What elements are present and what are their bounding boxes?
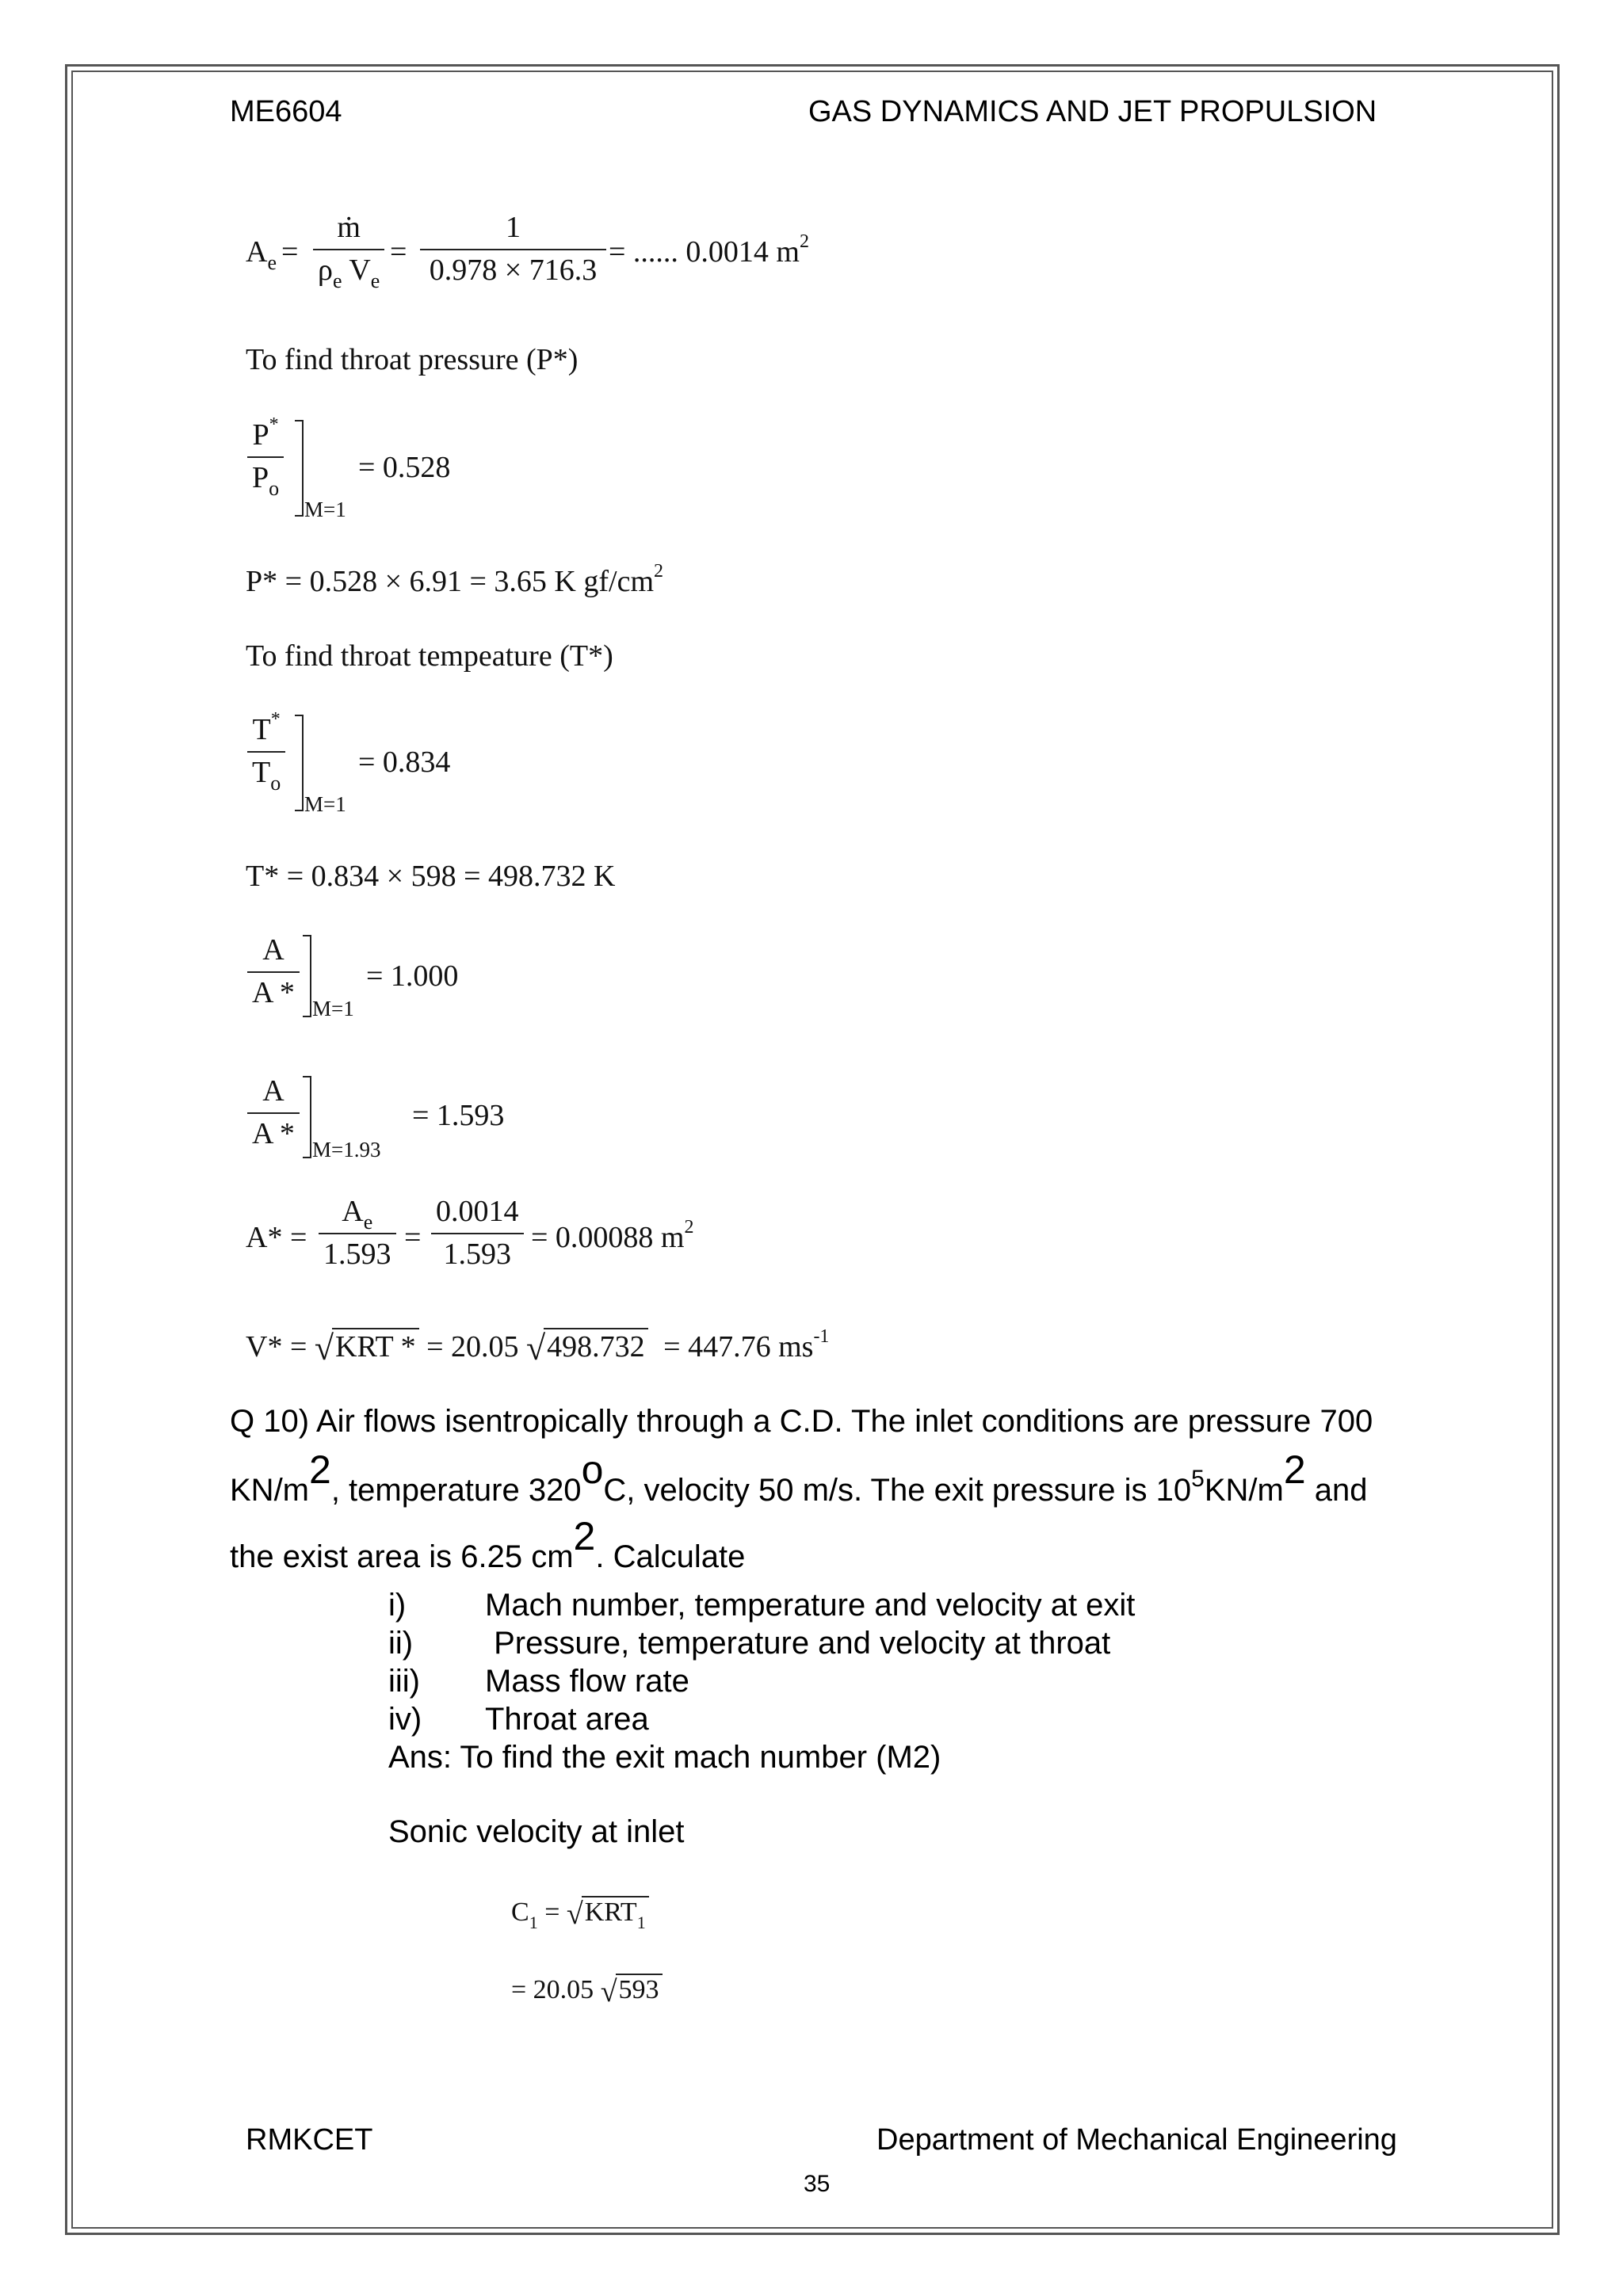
eq-astar-lhs: A* =	[246, 1221, 307, 1254]
eq-aa2-rhs: = 1.593	[412, 1099, 505, 1132]
eq-astar-frac2: 0.0014 1.593	[431, 1196, 524, 1271]
eq-tstar: T* = 0.834 × 598 = 498.732 K	[246, 860, 616, 893]
eq-vstar: V* = √KRT * = 20.05 √498.732 = 447.76 $ms^{-1}$	[246, 1326, 830, 1367]
footer-department: Department of Mechanical Engineering	[876, 2123, 1397, 2157]
list-item-3-text: Mass flow rate	[485, 1664, 689, 1699]
eq-pstar: P* = 0.528 × 6.91 = 3.65 K $gf/cm^2$	[246, 561, 664, 598]
eq-ae-lhs: $A_e$ =	[246, 235, 299, 274]
question-line-3: the exist area is 6.25 cm2. Calculate	[230, 1514, 746, 1574]
eq-pp0-frac: P* $P_o$	[247, 420, 284, 494]
eq-aa2-frac: A A *	[247, 1076, 300, 1150]
question-line-2: KN/m2, temperature 320oC, velocity 50 m/s. The exit pressure is $10^5KN/m2$ and	[230, 1447, 1368, 1508]
eq-ae-rhs: = ...... 0.0014 $m^2$	[609, 231, 809, 269]
list-item-1-text: Mach number, temperature and velocity at exit	[485, 1588, 1136, 1623]
page-number: 35	[804, 2171, 831, 2197]
eq-pp0-bracket	[295, 420, 304, 517]
eq-astar-eq: =	[404, 1221, 422, 1254]
eq-aa1-bracket	[303, 935, 311, 1017]
list-item-4-text: Throat area	[485, 1702, 649, 1737]
eq-ae-frac2: 1 0.978 × 716.3	[420, 212, 606, 287]
eq-tt0-cond: M=1	[304, 792, 346, 816]
eq-tt0-frac: T* $T_o$	[247, 715, 285, 789]
header-course-code: ME6604	[230, 95, 342, 128]
eq-aa1-cond: M=1	[312, 997, 354, 1020]
list-item-4-num: iv)	[388, 1702, 422, 1737]
eq-astar-frac1: $A_e$ 1.593	[319, 1196, 396, 1271]
eq-aa1-frac: A A *	[247, 935, 300, 1009]
sonic-velocity-heading: Sonic velocity at inlet	[388, 1814, 685, 1849]
list-item-3-num: iii)	[388, 1664, 420, 1699]
list-item-1-num: i)	[388, 1588, 407, 1623]
eq-aa2-cond: M=1.93	[312, 1138, 381, 1161]
question-line-1: Q 10) Air flows isentropically through a C.D. The inlet conditions are pressure 700	[230, 1404, 1373, 1439]
eq-c1: $C_1 = √KRT_1$	[511, 1894, 649, 1928]
answer-line: Ans: To find the exit mach number (M2)	[388, 1740, 941, 1775]
eq-tt0-bracket	[295, 715, 304, 811]
eq-vstar-radicand-2: 498.732	[544, 1328, 648, 1364]
eq-aa1-rhs: = 1.000	[366, 959, 459, 993]
eq-c1-value: = 20.05 √593	[511, 1971, 663, 2006]
eq-tt0-rhs: = 0.834	[358, 746, 451, 779]
eq-ae-eq2: =	[390, 235, 407, 269]
eq-pp0-cond: M=1	[304, 498, 346, 521]
throat-pressure-heading: To find throat pressure (P*)	[246, 343, 579, 376]
header-course-title: GAS DYNAMICS AND JET PROPULSION	[808, 95, 1377, 128]
eq-ae-frac1: ṁ $\rho_e$ $V_e$	[313, 212, 384, 287]
throat-temp-heading: To find throat tempeature (T*)	[246, 639, 613, 673]
list-item-2-num: ii)	[388, 1626, 414, 1661]
eq-aa2-bracket	[303, 1076, 311, 1158]
list-item-2-text: Pressure, temperature and velocity at throat	[485, 1626, 1111, 1661]
eq-astar-rhs: = 0.00088 $m^2$	[531, 1217, 694, 1254]
eq-vstar-radicand-1: KRT *	[332, 1328, 419, 1364]
footer-institution: RMKCET	[246, 2123, 373, 2157]
eq-pp0-rhs: = 0.528	[358, 451, 451, 484]
